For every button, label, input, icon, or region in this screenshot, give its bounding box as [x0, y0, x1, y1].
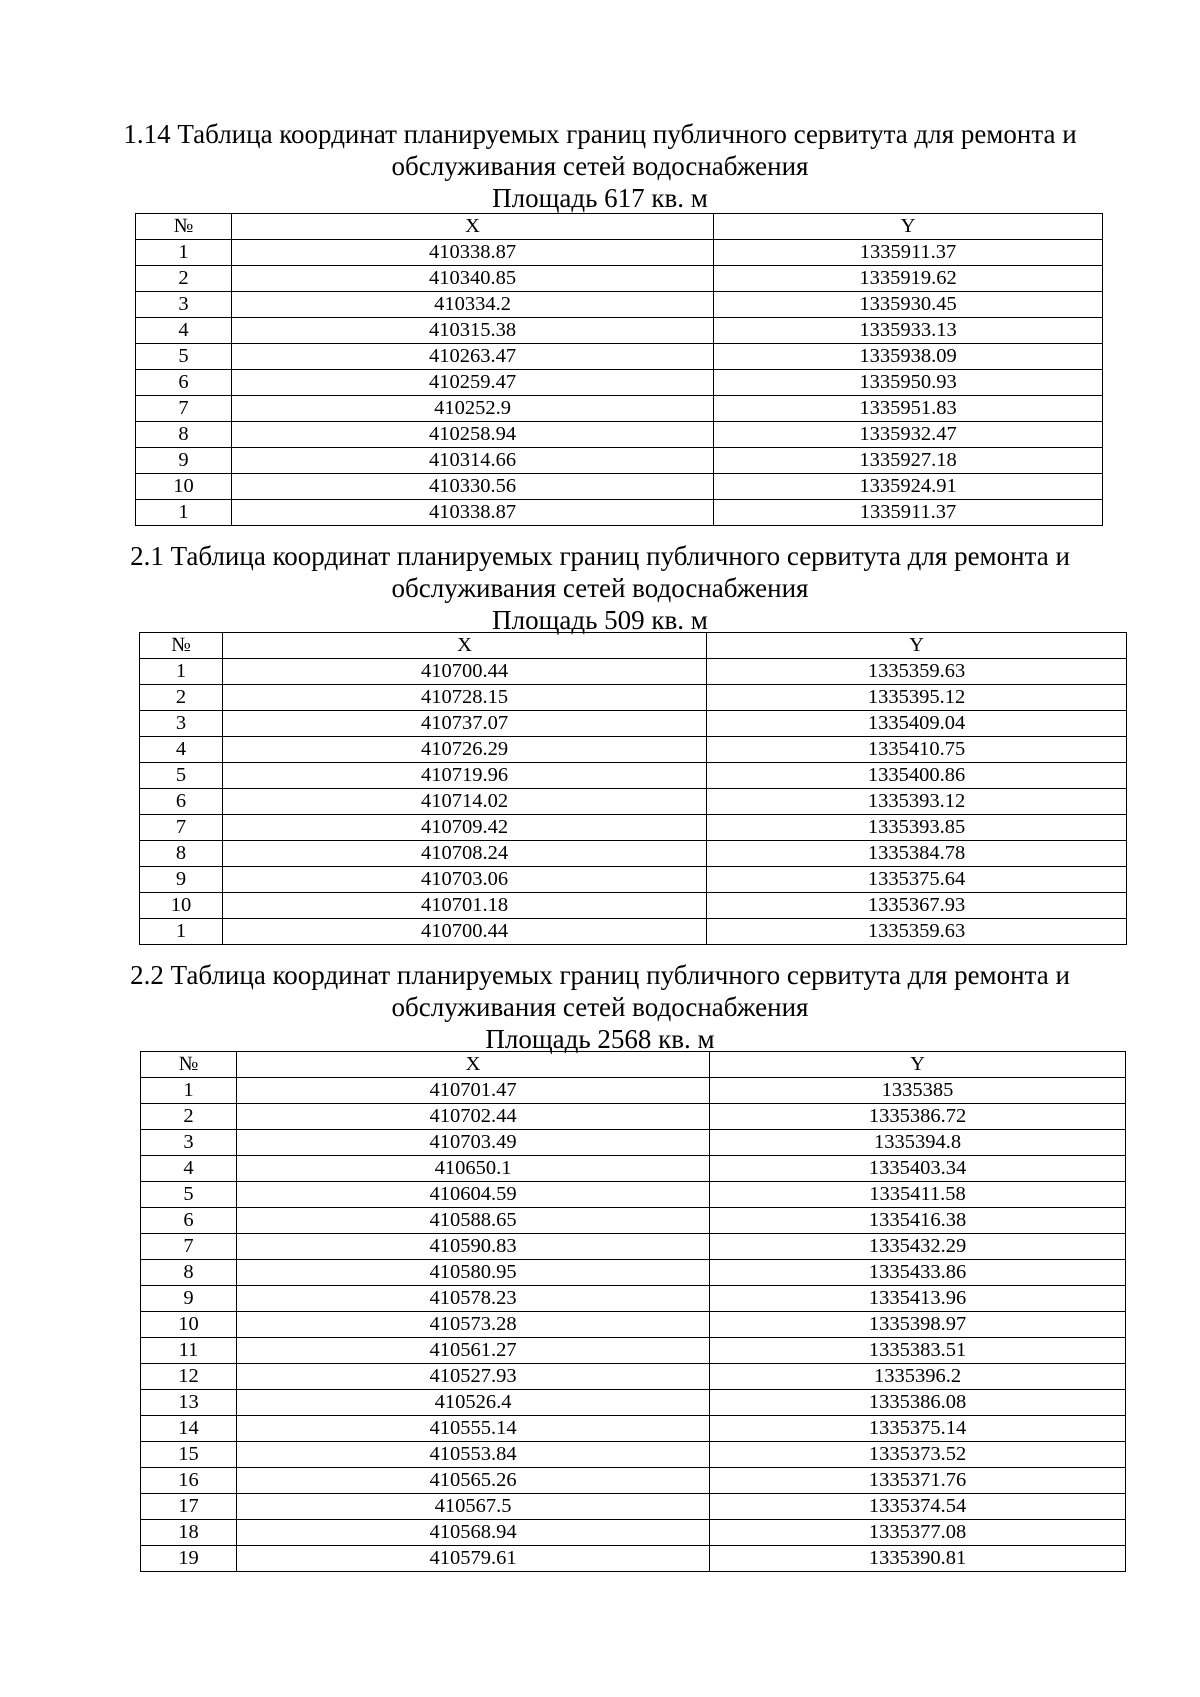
x-coordinate-cell: 410580.95 — [237, 1260, 710, 1286]
x-coordinate-cell: 410567.5 — [237, 1494, 710, 1520]
x-coordinate-cell: 410590.83 — [237, 1234, 710, 1260]
table-row — [140, 815, 1127, 841]
point-number-cell: 10 — [136, 474, 232, 500]
y-coordinate-cell: 1335938.09 — [714, 344, 1103, 370]
point-number-cell: 6 — [141, 1208, 237, 1234]
table-row — [141, 1520, 1126, 1546]
x-coordinate-cell: 410709.42 — [223, 815, 707, 841]
x-coordinate-cell: 410338.87 — [232, 240, 714, 266]
table-row — [136, 448, 1103, 474]
y-coordinate-cell: 1335396.2 — [710, 1364, 1126, 1390]
table-row — [136, 396, 1103, 422]
table-3-title-line1: 2.2 Таблица координат планируемых границ публичного сервитута для ремонта и — [130, 960, 1070, 990]
point-number-cell: 2 — [140, 685, 223, 711]
x-coordinate-cell: 410726.29 — [223, 737, 707, 763]
table-row — [141, 1494, 1126, 1520]
point-number-cell: 17 — [141, 1494, 237, 1520]
table-2-area: Площадь 509 кв. м — [492, 605, 708, 635]
table-row — [141, 1260, 1126, 1286]
point-number-cell: 2 — [141, 1104, 237, 1130]
table-3-title-line2: обслуживания сетей водоснабжения — [391, 992, 809, 1022]
column-header-number: № — [141, 1052, 237, 1078]
x-coordinate-cell: 410527.93 — [237, 1364, 710, 1390]
x-coordinate-cell: 410314.66 — [232, 448, 714, 474]
y-coordinate-cell: 1335403.34 — [710, 1156, 1126, 1182]
coordinates-table-1 — [135, 213, 1103, 526]
y-coordinate-cell: 1335371.76 — [710, 1468, 1126, 1494]
point-number-cell: 1 — [141, 1078, 237, 1104]
y-coordinate-cell: 1335416.38 — [710, 1208, 1126, 1234]
table-row — [141, 1468, 1126, 1494]
y-coordinate-cell: 1335927.18 — [714, 448, 1103, 474]
y-coordinate-cell: 1335386.08 — [710, 1390, 1126, 1416]
point-number-cell: 9 — [136, 448, 232, 474]
x-coordinate-cell: 410573.28 — [237, 1312, 710, 1338]
table-header-row — [136, 214, 1103, 240]
point-number-cell: 10 — [140, 893, 223, 919]
point-number-cell: 8 — [140, 841, 223, 867]
coordinates-table-2 — [139, 632, 1127, 945]
x-coordinate-cell: 410561.27 — [237, 1338, 710, 1364]
table-3-area: Площадь 2568 кв. м — [485, 1024, 715, 1054]
x-coordinate-cell: 410708.24 — [223, 841, 707, 867]
table-row — [140, 711, 1127, 737]
x-coordinate-cell: 410565.26 — [237, 1468, 710, 1494]
table-header-row — [141, 1052, 1126, 1078]
x-coordinate-cell: 410700.44 — [223, 659, 707, 685]
y-coordinate-cell: 1335386.72 — [710, 1104, 1126, 1130]
table-row — [140, 919, 1127, 945]
table-row — [141, 1416, 1126, 1442]
y-coordinate-cell: 1335410.75 — [707, 737, 1127, 763]
y-coordinate-cell: 1335377.08 — [710, 1520, 1126, 1546]
table-row — [141, 1130, 1126, 1156]
point-number-cell: 6 — [136, 370, 232, 396]
x-coordinate-cell: 410579.61 — [237, 1546, 710, 1572]
y-coordinate-cell: 1335413.96 — [710, 1286, 1126, 1312]
column-header-number: № — [136, 214, 232, 240]
point-number-cell: 16 — [141, 1468, 237, 1494]
point-number-cell: 7 — [140, 815, 223, 841]
x-coordinate-cell: 410555.14 — [237, 1416, 710, 1442]
x-coordinate-cell: 410568.94 — [237, 1520, 710, 1546]
point-number-cell: 14 — [141, 1416, 237, 1442]
y-coordinate-cell: 1335932.47 — [714, 422, 1103, 448]
table-row — [140, 685, 1127, 711]
y-coordinate-cell: 1335359.63 — [707, 659, 1127, 685]
table-row — [140, 737, 1127, 763]
x-coordinate-cell: 410650.1 — [237, 1156, 710, 1182]
point-number-cell: 3 — [136, 292, 232, 318]
x-coordinate-cell: 410737.07 — [223, 711, 707, 737]
y-coordinate-cell: 1335390.81 — [710, 1546, 1126, 1572]
point-number-cell: 1 — [136, 500, 232, 526]
y-coordinate-cell: 1335373.52 — [710, 1442, 1126, 1468]
table-row — [141, 1364, 1126, 1390]
table-row — [141, 1156, 1126, 1182]
y-coordinate-cell: 1335409.04 — [707, 711, 1127, 737]
point-number-cell: 12 — [141, 1364, 237, 1390]
x-coordinate-cell: 410340.85 — [232, 266, 714, 292]
table-3-title — [60, 959, 1140, 1055]
table-row — [140, 763, 1127, 789]
x-coordinate-cell: 410330.56 — [232, 474, 714, 500]
point-number-cell: 1 — [136, 240, 232, 266]
y-coordinate-cell: 1335359.63 — [707, 919, 1127, 945]
table-row — [136, 422, 1103, 448]
y-coordinate-cell: 1335393.12 — [707, 789, 1127, 815]
column-header-x: X — [237, 1052, 710, 1078]
x-coordinate-cell: 410553.84 — [237, 1442, 710, 1468]
point-number-cell: 5 — [136, 344, 232, 370]
point-number-cell: 18 — [141, 1520, 237, 1546]
y-coordinate-cell: 1335375.64 — [707, 867, 1127, 893]
y-coordinate-cell: 1335911.37 — [714, 500, 1103, 526]
point-number-cell: 7 — [136, 396, 232, 422]
table-row — [140, 789, 1127, 815]
table-row — [136, 292, 1103, 318]
y-coordinate-cell: 1335911.37 — [714, 240, 1103, 266]
table-1-area: Площадь 617 кв. м — [492, 183, 708, 213]
point-number-cell: 9 — [141, 1286, 237, 1312]
table-row — [140, 867, 1127, 893]
point-number-cell: 15 — [141, 1442, 237, 1468]
x-coordinate-cell: 410259.47 — [232, 370, 714, 396]
table-row — [141, 1208, 1126, 1234]
point-number-cell: 13 — [141, 1390, 237, 1416]
table-row — [141, 1078, 1126, 1104]
y-coordinate-cell: 1335385 — [710, 1078, 1126, 1104]
x-coordinate-cell: 410604.59 — [237, 1182, 710, 1208]
x-coordinate-cell: 410338.87 — [232, 500, 714, 526]
table-row — [136, 474, 1103, 500]
y-coordinate-cell: 1335433.86 — [710, 1260, 1126, 1286]
point-number-cell: 4 — [140, 737, 223, 763]
table-row — [136, 266, 1103, 292]
x-coordinate-cell: 410700.44 — [223, 919, 707, 945]
x-coordinate-cell: 410703.06 — [223, 867, 707, 893]
table-row — [140, 893, 1127, 919]
y-coordinate-cell: 1335950.93 — [714, 370, 1103, 396]
point-number-cell: 5 — [141, 1182, 237, 1208]
table-2-title-line1: 2.1 Таблица координат планируемых границ публичного сервитута для ремонта и — [130, 541, 1070, 571]
x-coordinate-cell: 410702.44 — [237, 1104, 710, 1130]
point-number-cell: 1 — [140, 659, 223, 685]
table-row — [141, 1312, 1126, 1338]
point-number-cell: 4 — [141, 1156, 237, 1182]
y-coordinate-cell: 1335375.14 — [710, 1416, 1126, 1442]
x-coordinate-cell: 410728.15 — [223, 685, 707, 711]
point-number-cell: 4 — [136, 318, 232, 344]
table-2-title — [60, 540, 1140, 636]
point-number-cell: 1 — [140, 919, 223, 945]
x-coordinate-cell: 410701.18 — [223, 893, 707, 919]
point-number-cell: 11 — [141, 1338, 237, 1364]
y-coordinate-cell: 1335432.29 — [710, 1234, 1126, 1260]
x-coordinate-cell: 410315.38 — [232, 318, 714, 344]
x-coordinate-cell: 410588.65 — [237, 1208, 710, 1234]
y-coordinate-cell: 1335393.85 — [707, 815, 1127, 841]
x-coordinate-cell: 410719.96 — [223, 763, 707, 789]
x-coordinate-cell: 410701.47 — [237, 1078, 710, 1104]
x-coordinate-cell: 410578.23 — [237, 1286, 710, 1312]
table-row — [136, 318, 1103, 344]
x-coordinate-cell: 410526.4 — [237, 1390, 710, 1416]
y-coordinate-cell: 1335367.93 — [707, 893, 1127, 919]
table-row — [141, 1286, 1126, 1312]
y-coordinate-cell: 1335395.12 — [707, 685, 1127, 711]
y-coordinate-cell: 1335951.83 — [714, 396, 1103, 422]
point-number-cell: 7 — [141, 1234, 237, 1260]
x-coordinate-cell: 410703.49 — [237, 1130, 710, 1156]
y-coordinate-cell: 1335398.97 — [710, 1312, 1126, 1338]
point-number-cell: 19 — [141, 1546, 237, 1572]
table-row — [141, 1182, 1126, 1208]
y-coordinate-cell: 1335374.54 — [710, 1494, 1126, 1520]
table-row — [141, 1442, 1126, 1468]
point-number-cell: 8 — [141, 1260, 237, 1286]
table-1-title-line2: обслуживания сетей водоснабжения — [391, 151, 809, 181]
y-coordinate-cell: 1335919.62 — [714, 266, 1103, 292]
point-number-cell: 10 — [141, 1312, 237, 1338]
column-header-number: № — [140, 633, 223, 659]
table-row — [136, 240, 1103, 266]
y-coordinate-cell: 1335411.58 — [710, 1182, 1126, 1208]
x-coordinate-cell: 410714.02 — [223, 789, 707, 815]
column-header-x: X — [223, 633, 707, 659]
table-row — [140, 841, 1127, 867]
y-coordinate-cell: 1335400.86 — [707, 763, 1127, 789]
y-coordinate-cell: 1335384.78 — [707, 841, 1127, 867]
column-header-x: X — [232, 214, 714, 240]
table-row — [136, 500, 1103, 526]
y-coordinate-cell: 1335930.45 — [714, 292, 1103, 318]
y-coordinate-cell: 1335924.91 — [714, 474, 1103, 500]
point-number-cell: 8 — [136, 422, 232, 448]
y-coordinate-cell: 1335383.51 — [710, 1338, 1126, 1364]
point-number-cell: 2 — [136, 266, 232, 292]
table-row — [141, 1234, 1126, 1260]
x-coordinate-cell: 410258.94 — [232, 422, 714, 448]
column-header-y: Y — [707, 633, 1127, 659]
table-row — [136, 344, 1103, 370]
table-row — [141, 1104, 1126, 1130]
table-1-title-line1: 1.14 Таблица координат планируемых границ публичного сервитута для ремонта и — [123, 119, 1077, 149]
table-header-row — [140, 633, 1127, 659]
y-coordinate-cell: 1335933.13 — [714, 318, 1103, 344]
x-coordinate-cell: 410263.47 — [232, 344, 714, 370]
table-row — [136, 370, 1103, 396]
x-coordinate-cell: 410252.9 — [232, 396, 714, 422]
point-number-cell: 3 — [141, 1130, 237, 1156]
table-row — [140, 659, 1127, 685]
x-coordinate-cell: 410334.2 — [232, 292, 714, 318]
point-number-cell: 9 — [140, 867, 223, 893]
coordinates-table-3 — [140, 1051, 1126, 1572]
point-number-cell: 5 — [140, 763, 223, 789]
point-number-cell: 6 — [140, 789, 223, 815]
point-number-cell: 3 — [140, 711, 223, 737]
table-row — [141, 1390, 1126, 1416]
column-header-y: Y — [714, 214, 1103, 240]
y-coordinate-cell: 1335394.8 — [710, 1130, 1126, 1156]
table-2-title-line2: обслуживания сетей водоснабжения — [391, 573, 809, 603]
table-1-title — [60, 118, 1140, 214]
table-row — [141, 1546, 1126, 1572]
column-header-y: Y — [710, 1052, 1126, 1078]
table-row — [141, 1338, 1126, 1364]
